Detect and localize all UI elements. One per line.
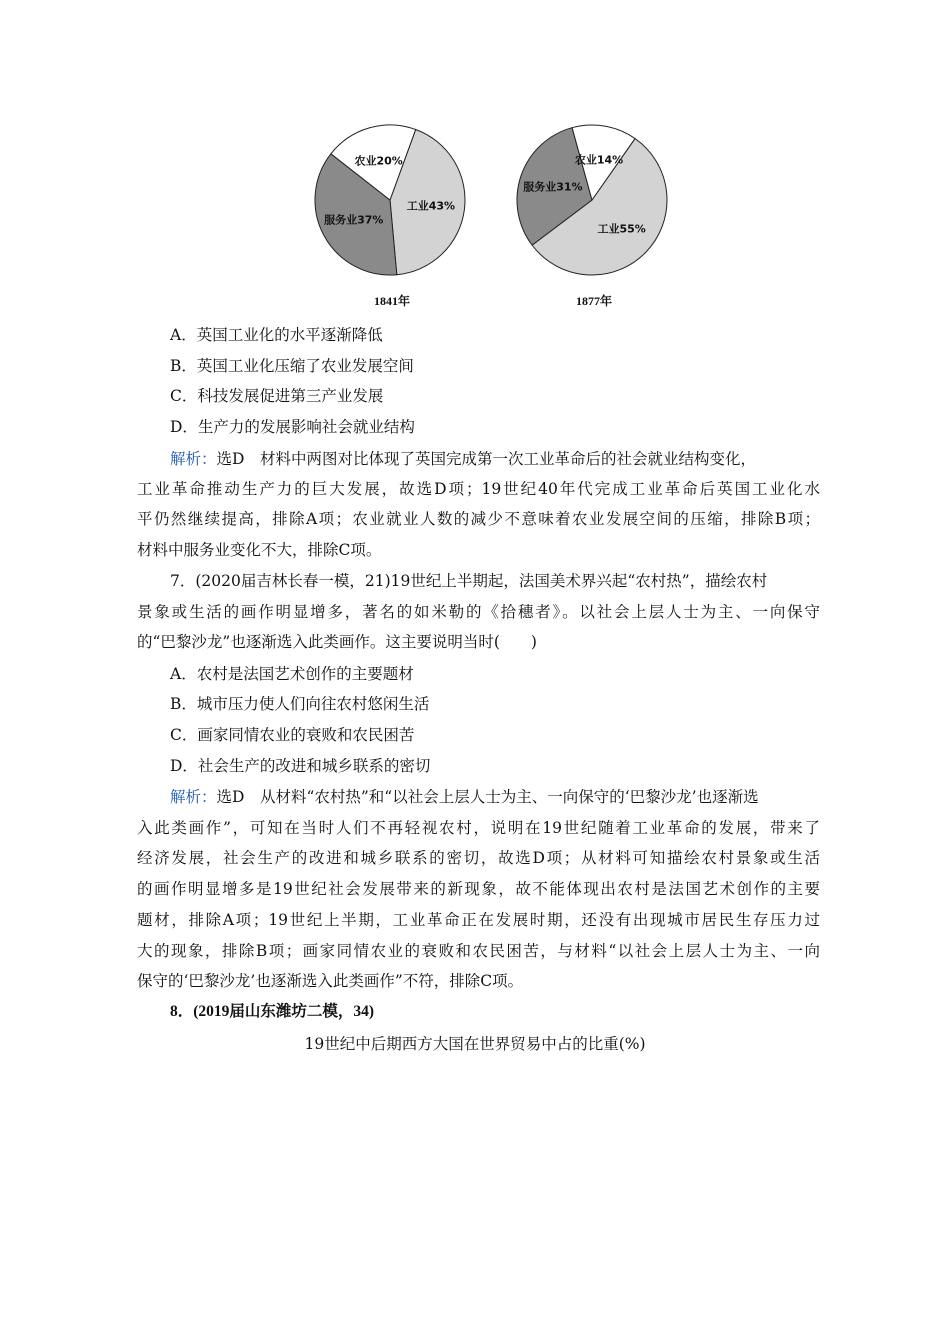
q7-stem-line-2: 景象或生活的画作明显增多，著名的如米勒的《拾穗者》。以社会上层人士为主、一向保守 — [137, 603, 820, 621]
pie-slice-label: 工业55% — [597, 222, 646, 236]
pie-title-1841: 1841年 — [373, 294, 410, 308]
q7-stem-line-3: 的“巴黎沙龙”也逐渐选入此类画作。这主要说明当时( ) — [137, 633, 537, 651]
q7-analysis-line-5: 题材，排除A项；19世纪上半期，工业革命正在发展时期，还没有出现城市居民生存压力过 — [137, 911, 820, 929]
q6-option-d: D．生产力的发展影响社会就业结构 — [170, 418, 415, 436]
q7-option-c: C．画家同情农业的衰败和农民困苦 — [170, 726, 415, 744]
q7-analysis-label: 解析： — [170, 788, 217, 806]
pie-slice-label: 农业14% — [574, 153, 624, 167]
q6-option-a: A．英国工业化的水平逐渐降低 — [170, 326, 383, 344]
q7-analysis-line-6: 大的现象，排除B项；画家同情农业的衰败和农民困苦，与材料“以社会上层人士为主、一向 — [137, 942, 820, 960]
q7-analysis-line-3: 经济发展，社会生产的改进和城乡联系的密切，故选D项；从材料可知描绘农村景象或生活 — [137, 849, 820, 867]
q7-analysis-line-7: 保守的‘巴黎沙龙’也逐渐选入此类画作”不符，排除C项。 — [137, 972, 524, 990]
pie-chart-1877 — [512, 120, 672, 280]
q6-option-c: C．科技发展促进第三产业发展 — [170, 387, 384, 405]
q6-analysis-line-1: 解析：选D 材料中两图对比体现了英国完成第一次工业革命后的社会就业结构变化， — [170, 450, 756, 468]
q7-option-a: A．农村是法国艺术创作的主要题材 — [170, 665, 414, 683]
q8-stem: 8．(2019届山东潍坊二模，34) — [170, 1003, 375, 1020]
q7-option-b: B．城市压力使人们向往农村悠闲生活 — [170, 695, 430, 713]
q7-analysis-line-4: 的画作明显增多是19世纪社会发展带来的新现象，故不能体现出农村是法国艺术创作的主要 — [137, 880, 820, 898]
q6-option-b: B．英国工业化压缩了农业发展空间 — [170, 357, 414, 375]
q6-analysis-line-4: 材料中服务业变化不大，排除C项。 — [137, 541, 382, 559]
pie-slice-label: 农业20% — [354, 154, 403, 168]
q6-analysis-label: 解析： — [170, 450, 217, 468]
pie-slice-label: 工业43% — [406, 199, 456, 213]
q7-option-d: D．社会生产的改进和城乡联系的密切 — [170, 757, 431, 775]
q7-stem-line-1: 7．(2020届吉林长春一模，21)19世纪上半期起，法国美术界兴起“农村热”，描绘农村 — [170, 572, 768, 590]
pie-slice-label: 服务业37% — [324, 213, 384, 227]
pie-charts — [300, 120, 680, 315]
q6-analysis-line-2: 工业革命推动生产力的巨大发展，故选D项；19世纪40年代完成工业革命后英国工业化水 — [137, 480, 820, 498]
q7-analysis-line-1: 解析：选D 从材料“农村热”和“以社会上层人士为主、一向保守的‘巴黎沙龙’也逐渐选 — [170, 788, 759, 806]
pie-title-1877: 1877年 — [575, 294, 612, 308]
q8-chart-caption: 19世纪中后期西方大国在世界贸易中占的比重(%) — [304, 1035, 646, 1053]
pie-chart-1841 — [310, 120, 470, 280]
q6-analysis-line-3: 平仍然继续提高，排除A项；农业就业人数的减少不意味着农业发展空间的压缩，排除B项； — [137, 510, 820, 528]
q7-analysis-line-2: 入此类画作”，可知在当时人们不再轻视农村，说明在19世纪随着工业革命的发展，带来了 — [137, 819, 820, 837]
pie-slice-label: 服务业31% — [523, 180, 583, 194]
